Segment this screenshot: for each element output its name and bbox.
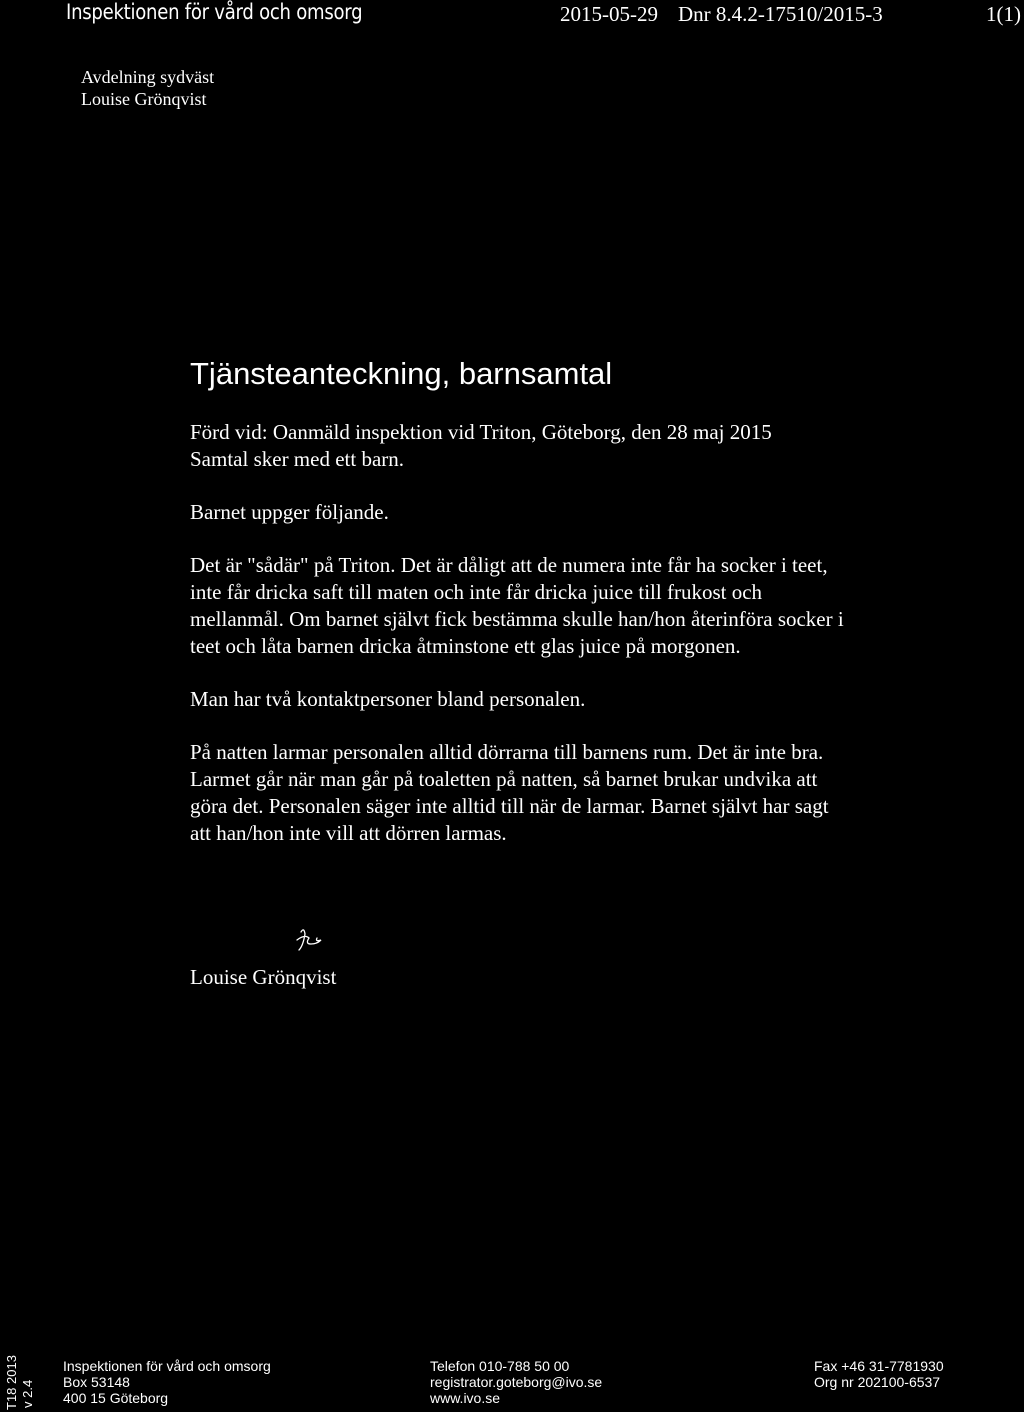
footer-org-nr: Org nr 202100-6537 (814, 1374, 941, 1390)
body-paragraph-contacts: Man har två kontaktpersoner bland personalen. (190, 687, 586, 711)
document-body (190, 419, 850, 873)
header-page-number: 1(1) (986, 2, 1021, 26)
sender-department: Avdelning sydväst (81, 67, 215, 87)
body-paragraph-intro: Barnet uppger följande. (190, 500, 389, 524)
footer-web: www.ivo.se (430, 1390, 501, 1406)
form-version: v 2.4 (20, 1379, 35, 1408)
footer-phone: Telefon 010-788 50 00 (430, 1358, 570, 1374)
document-title: Tjänsteanteckning, barnsamtal (190, 356, 613, 391)
body-paragraph-alarms: På natten larmar personalen alltid dörrarna till barnens rum. Det är inte bra. Larmet går när man går på toaletten på natten, så barnet brukar undvika att göra det. Personalen säger inte alltid till när de larmar. Barnet självt har sagt att han/hon inte vill att dörren larmas. (190, 740, 829, 845)
footer-box: Box 53148 (63, 1374, 130, 1390)
footer-fax: Fax +46 31-7781930 (814, 1358, 944, 1374)
body-paragraph-food: Det är "sådär" på Triton. Det är dåligt att de numera inte får ha socker i teet, inte får dricka saft till maten och inte får dricka juice till frukost och mellanmål. Om barnet självt fick bestämma skulle han/hon återinföra socker i teet och låta barnen dricka åtminstone ett glas juice på morgonen. (190, 553, 844, 658)
body-conversation-line: Samtal sker med ett barn. (190, 447, 405, 471)
footer-postal: 400 15 Göteborg (63, 1390, 169, 1406)
footer-address (63, 1358, 271, 1406)
sender-name: Louise Grönqvist (81, 89, 207, 109)
form-code-vertical (4, 1352, 54, 1412)
footer-org-name: Inspektionen för vård och omsorg (63, 1358, 271, 1374)
header-dnr: Dnr 8.4.2-17510/2015-3 (678, 2, 883, 26)
form-code: T18 2013 (4, 1355, 19, 1410)
handwritten-signature (283, 918, 353, 958)
signer-name: Louise Grönqvist (190, 965, 337, 989)
sender-block (81, 66, 214, 110)
header-date: 2015-05-29 (560, 2, 658, 26)
footer-email: registrator.goteborg@ivo.se (430, 1374, 603, 1390)
footer-contact (430, 1358, 602, 1406)
body-context-line: Förd vid: Oanmäld inspektion vid Triton, Göteborg, den 28 maj 2015 (190, 420, 772, 444)
footer-registration (814, 1358, 944, 1390)
header-organization: Inspektionen för vård och omsorg (66, 0, 363, 24)
